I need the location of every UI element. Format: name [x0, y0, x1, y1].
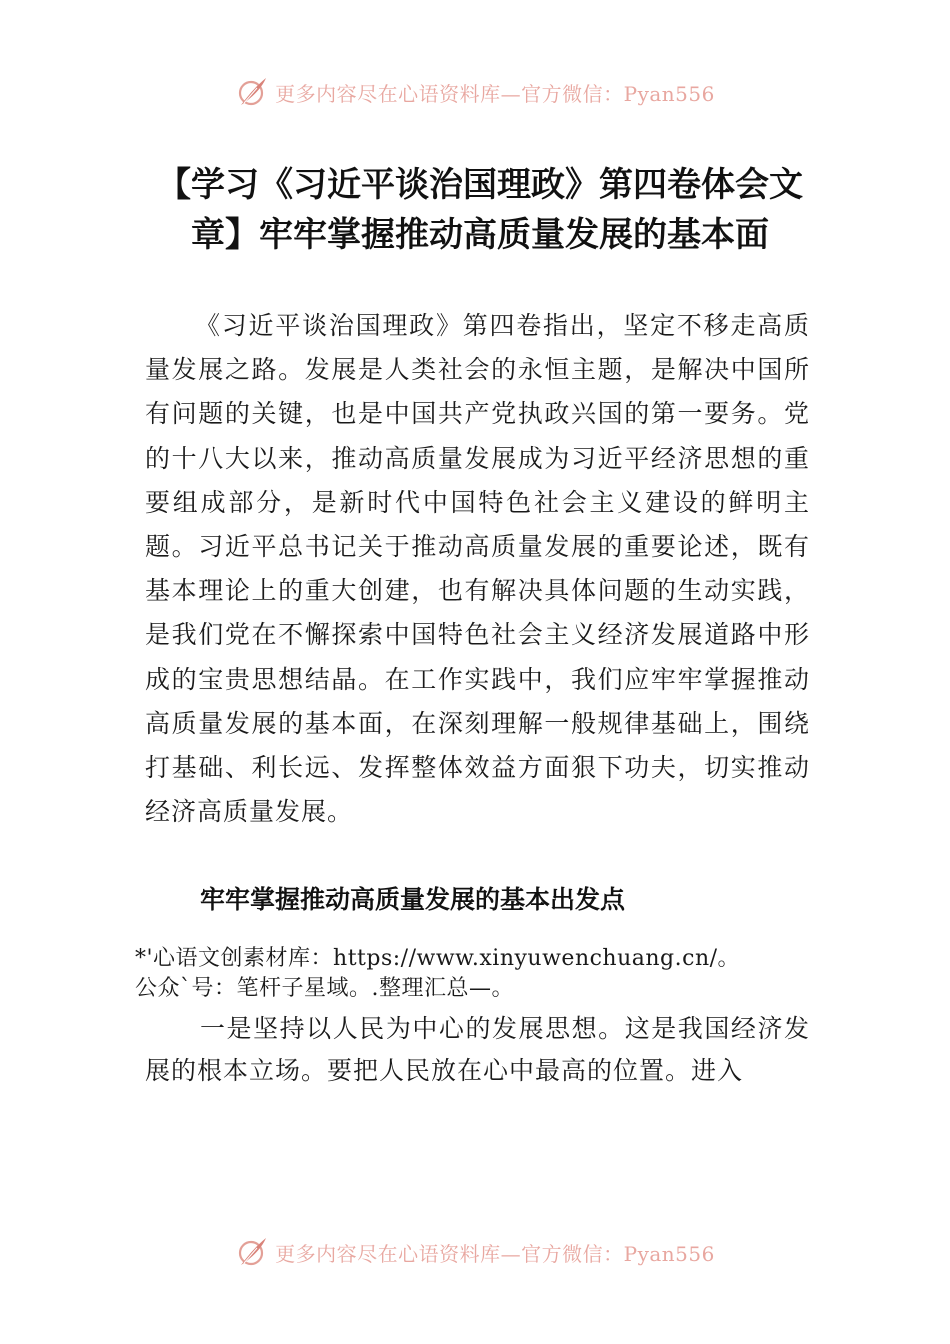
intro-paragraph: 《习近平谈治国理政》第四卷指出，坚定不移走高质量发展之路。发展是人类社会的永恒主题，是解决中国所有问题的关键，也是中国共产党执政兴国的第一要务。党的十八大以来，推动高质量发展成为习近平经济思想的重要组成部分，是新时代中国特色社会主义建设的鲜明主题。习近平总书记关于推动高质量发展的重要论述，既有基本理论上的重大创建，也有解决具体问题的生动实践，是我们党在不懈探索中国特色社会主义经济发展道路中形成的宝贵思想结晶。在工作实践中，我们应牢牢掌握推动高质量发展的基本面，在深刻理解一般规律基础上，围绕打基础、利长远、发挥整体效益方面狠下功夫，切实推动经济高质量发展。 — [145, 311, 810, 827]
watermark-text: 更多内容尽在心语资料库—官方微信：Pyan556 — [275, 81, 715, 106]
source-note — [135, 944, 825, 1004]
section-heading: 牢牢掌握推动高质量发展的基本出发点 — [200, 885, 626, 914]
quill-pen-logo-icon — [235, 75, 269, 109]
header-watermark — [0, 72, 950, 112]
body-paragraph-2: 一是坚持以人民为中心的发展思想。这是我国经济发展的根本立场。要把人民放在心中最高的位置。进入 — [145, 1014, 810, 1085]
watermark-text: 更多内容尽在心语资料库—官方微信：Pyan556 — [275, 1241, 715, 1266]
document-title: 【学习《习近平谈治国理政》第四卷体会文章】牢牢掌握推动高质量发展的基本面 — [157, 165, 803, 255]
source-note-line-1: *'心语文创素材库：https://www.xinyuwenchuang.cn/。 — [135, 946, 741, 971]
quill-pen-logo-icon — [235, 1235, 269, 1269]
footer-watermark — [0, 1232, 950, 1272]
source-note-line-2: 公众`号：笔杆子星域。.整理汇总—。 — [135, 976, 514, 1001]
